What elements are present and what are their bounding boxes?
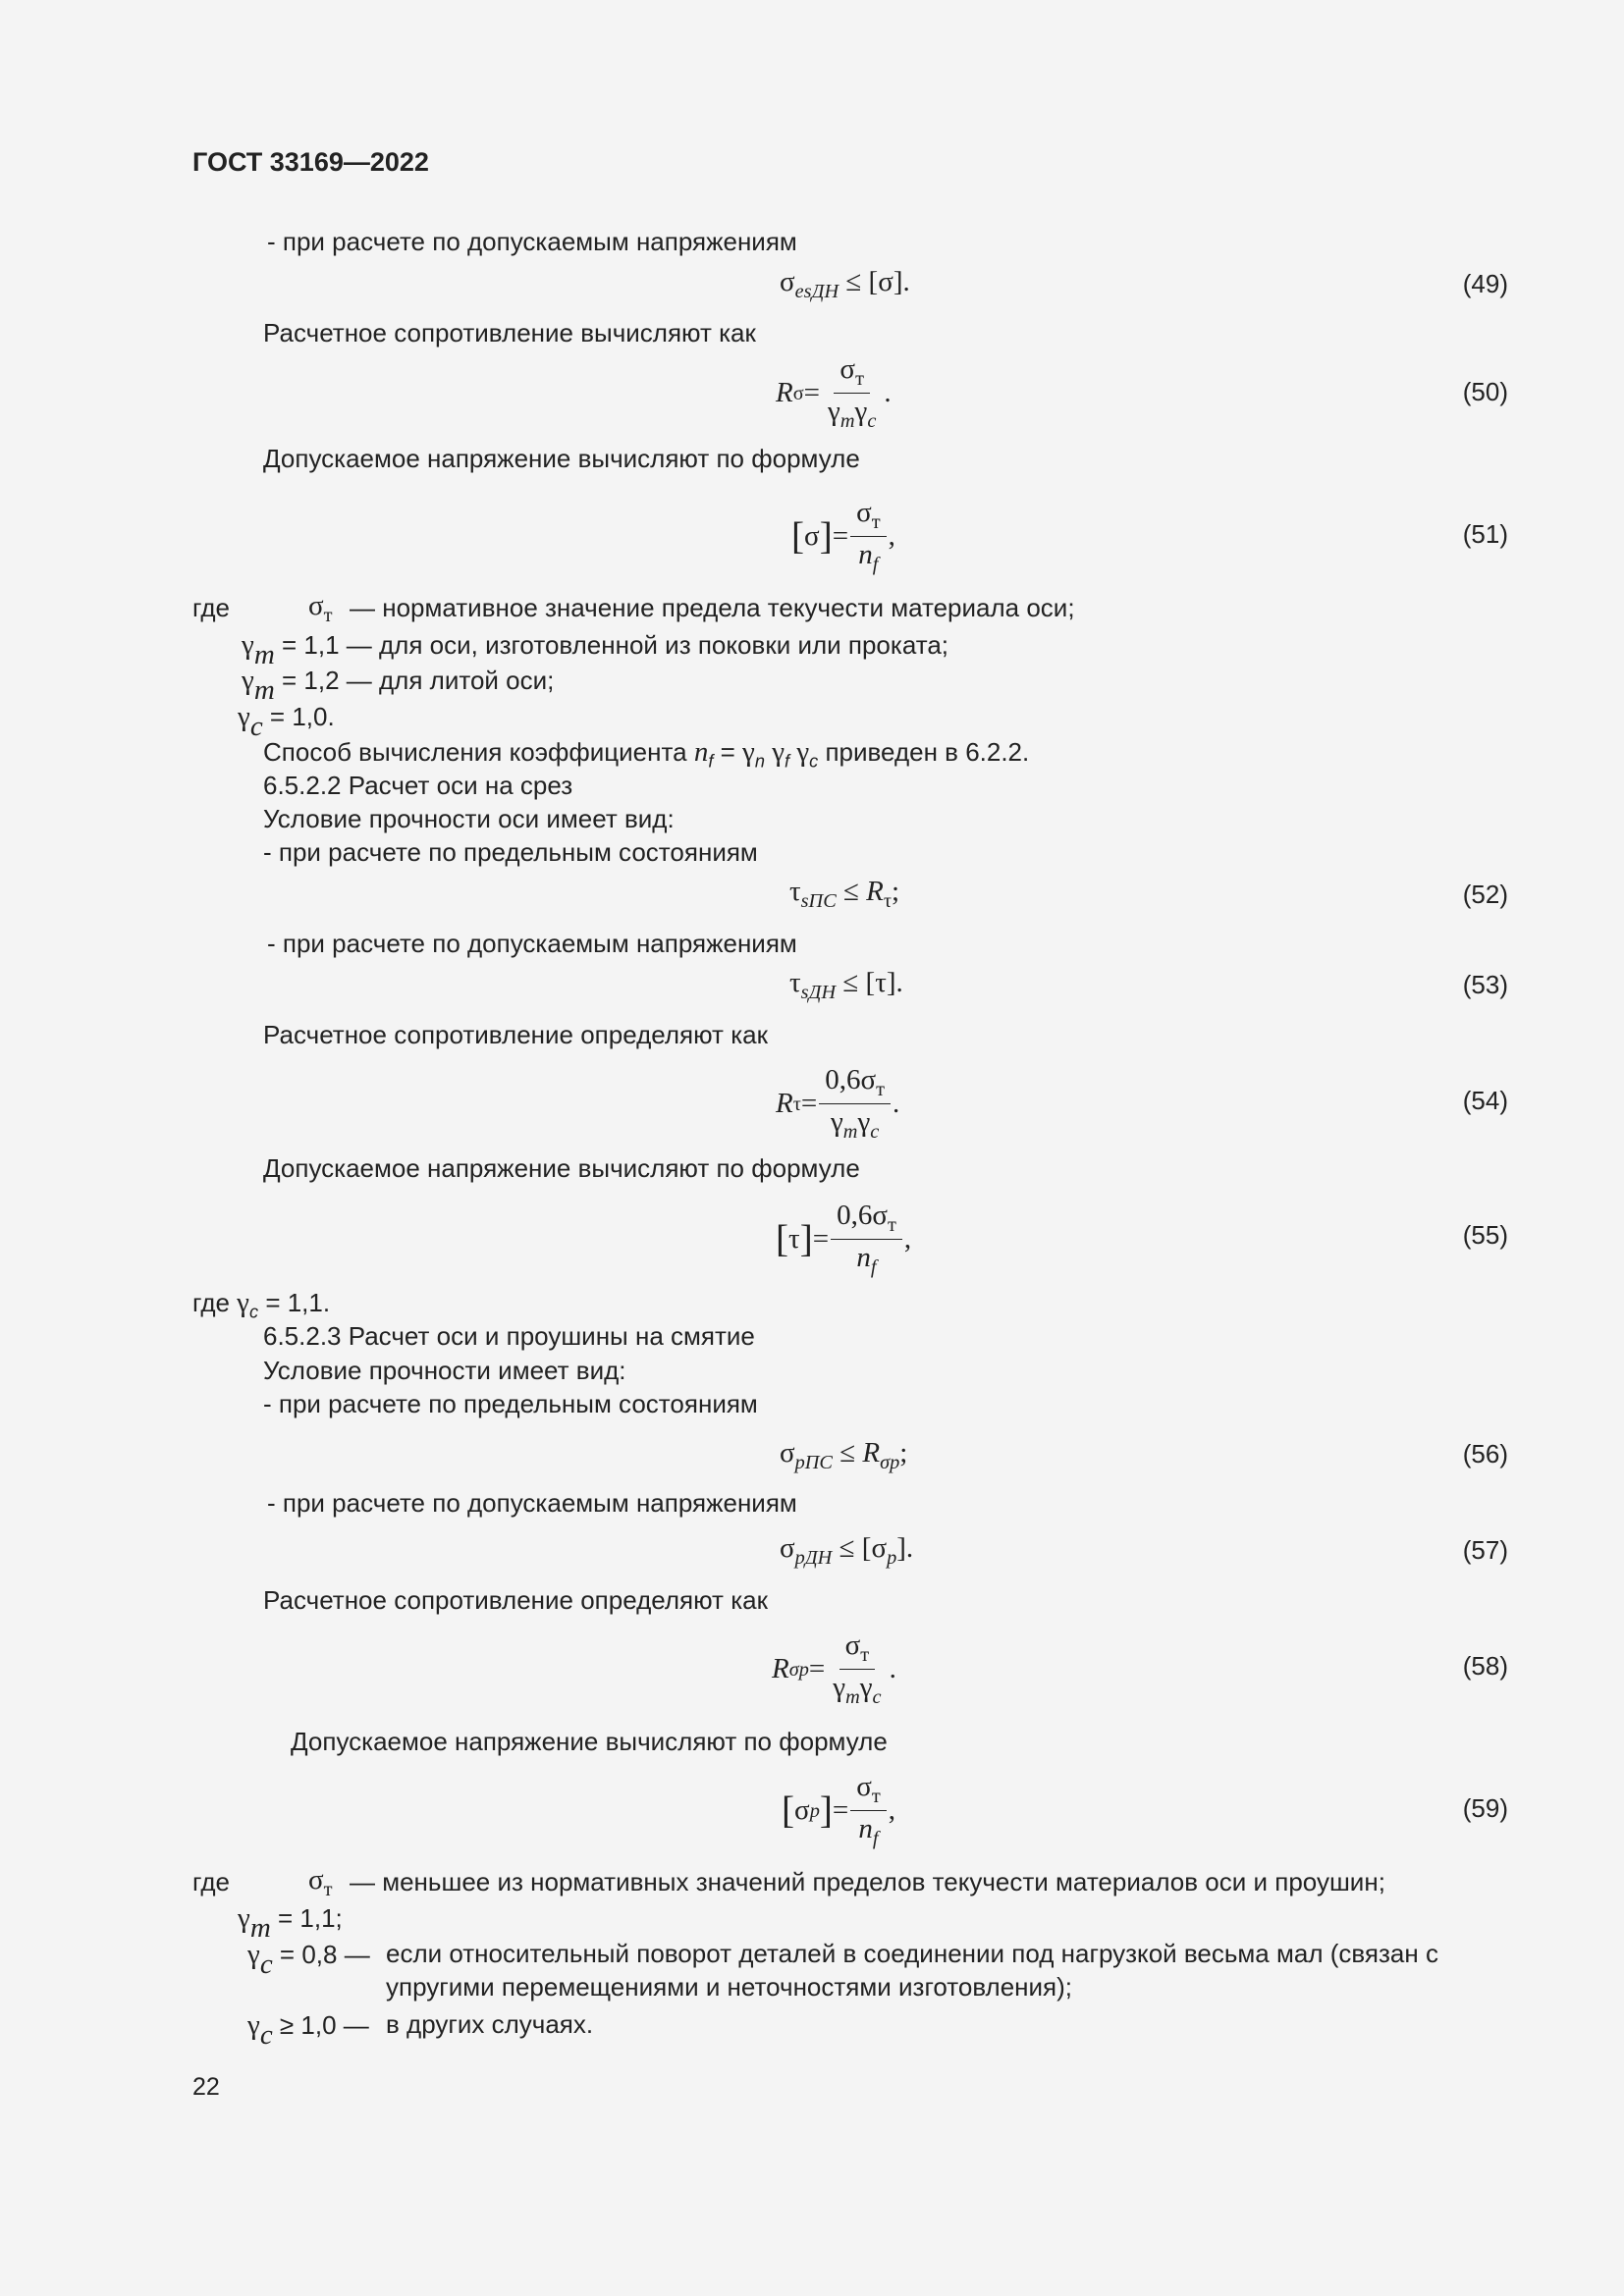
equation-number: (56) bbox=[1462, 1439, 1508, 1468]
equation-number: (50) bbox=[1462, 377, 1508, 406]
definition-text: — меньшее из нормативных значений пределов текучести материалов оси и проушин; bbox=[350, 1867, 1385, 1896]
text-line: Допускаемое напряжение вычисляют по формуле bbox=[263, 444, 860, 473]
definition-text: если относительный поворот деталей в соединении под нагрузкой весьма мал (связан с упругими перемещениями и неточностями изготовления); bbox=[386, 1939, 1438, 2002]
equation-number: (57) bbox=[1462, 1535, 1508, 1565]
definition-line: $\gamma_m = 1,1$ — для оси, изготовленной из поковки или проката; bbox=[242, 629, 949, 671]
formula-51: [ σ ] = $\frac{\sigma_т}{n_f}$ , bbox=[791, 497, 895, 576]
text-line: Допускаемое напряжение вычисляют по формуле bbox=[263, 1153, 860, 1183]
text-line: Расчетное сопротивление вычисляют как bbox=[263, 318, 756, 347]
text-line: Расчетное сопротивление определяют как bbox=[263, 1585, 768, 1615]
formula-50: R σ = $\frac{\sigma_т}{\gamma_m\gamma_c}$ . bbox=[776, 353, 892, 433]
equation-number: (49) bbox=[1462, 269, 1508, 298]
text-line: Способ вычисления коэффициента $n_f = \gamma_n$ $\gamma_f$ $\gamma_c$ приведен в 6.2.2. bbox=[263, 736, 1030, 772]
page-number: 22 bbox=[192, 2073, 220, 2101]
text-line: - при расчете по допускаемым напряжениям bbox=[267, 1488, 797, 1518]
formula-56: $\sigma_{pПС} \le R_{\sigma p}$; bbox=[780, 1437, 908, 1474]
definition-line: $\gamma_c = 1,0$. bbox=[238, 701, 335, 743]
where-line: где $\gamma_c = 1,1$. bbox=[192, 1287, 331, 1322]
text-line: - при расчете по предельным состояниям bbox=[263, 1389, 758, 1418]
formula-59: [ σ p ] = $\frac{\sigma_т}{n_f}$ , bbox=[782, 1771, 895, 1850]
definition-line: $\gamma_m = 1,2$ — для литой оси; bbox=[242, 665, 555, 707]
symbol: $\sigma_т$ bbox=[308, 1864, 333, 1901]
definition-line: $\gamma_c = 0,8$ — bbox=[247, 1939, 370, 1981]
text-line: Допускаемое напряжение вычисляют по формуле bbox=[291, 1727, 888, 1756]
formula-57: $\sigma_{pДН} \le [\sigma_p]$. bbox=[780, 1532, 914, 1570]
definition-text: — нормативное значение предела текучести материала оси; bbox=[350, 593, 1075, 622]
equation-number: (55) bbox=[1462, 1220, 1508, 1250]
text-line: Условие прочности имеет вид: bbox=[263, 1356, 626, 1385]
formula-52: $\tau_{sПС} \le R_\tau$; bbox=[789, 876, 900, 913]
formula-55: [ τ ] = $\frac{0,6\sigma_т}{n_f}$ , bbox=[776, 1200, 912, 1279]
equation-number: (51) bbox=[1462, 519, 1508, 549]
formula-58: R σp = $\frac{\sigma_т}{\gamma_m\gamma_c}$ . bbox=[772, 1629, 896, 1709]
definition-line: $\gamma_m = 1,1$; bbox=[238, 1902, 343, 1945]
definition-text: в других случаях. bbox=[386, 2009, 594, 2039]
equation-number: (58) bbox=[1462, 1651, 1508, 1681]
formula-49: $\sigma_{esДН} \le [\sigma]$. bbox=[780, 266, 910, 303]
equation-number: (53) bbox=[1462, 970, 1508, 999]
text-line: - при расчете по допускаемым напряжениям bbox=[267, 227, 797, 256]
section-heading: 6.5.2.2 Расчет оси на срез bbox=[263, 771, 573, 800]
where-label: где bbox=[192, 593, 230, 622]
document-id: ГОСТ 33169—2022 bbox=[192, 147, 429, 177]
definition-line: $\gamma_c \ge 1,0$ — bbox=[247, 2009, 369, 2052]
text-line: - при расчете по допускаемым напряжениям bbox=[267, 929, 797, 958]
formula-54: R τ = $\frac{0,6\sigma_т}{\gamma_m\gamma_c}$ . bbox=[776, 1064, 900, 1144]
section-heading: 6.5.2.3 Расчет оси и проушины на смятие bbox=[263, 1321, 755, 1351]
symbol: $\sigma_т$ bbox=[308, 590, 333, 627]
equation-number: (52) bbox=[1462, 880, 1508, 909]
equation-number: (54) bbox=[1462, 1086, 1508, 1115]
equation-number: (59) bbox=[1462, 1793, 1508, 1823]
formula-53: $\tau_{sДН} \le [\tau]$. bbox=[789, 967, 903, 1004]
text-line: Расчетное сопротивление определяют как bbox=[263, 1020, 768, 1049]
where-label: где bbox=[192, 1867, 230, 1896]
text-line: Условие прочности оси имеет вид: bbox=[263, 804, 675, 833]
text-line: - при расчете по предельным состояниям bbox=[263, 837, 758, 867]
